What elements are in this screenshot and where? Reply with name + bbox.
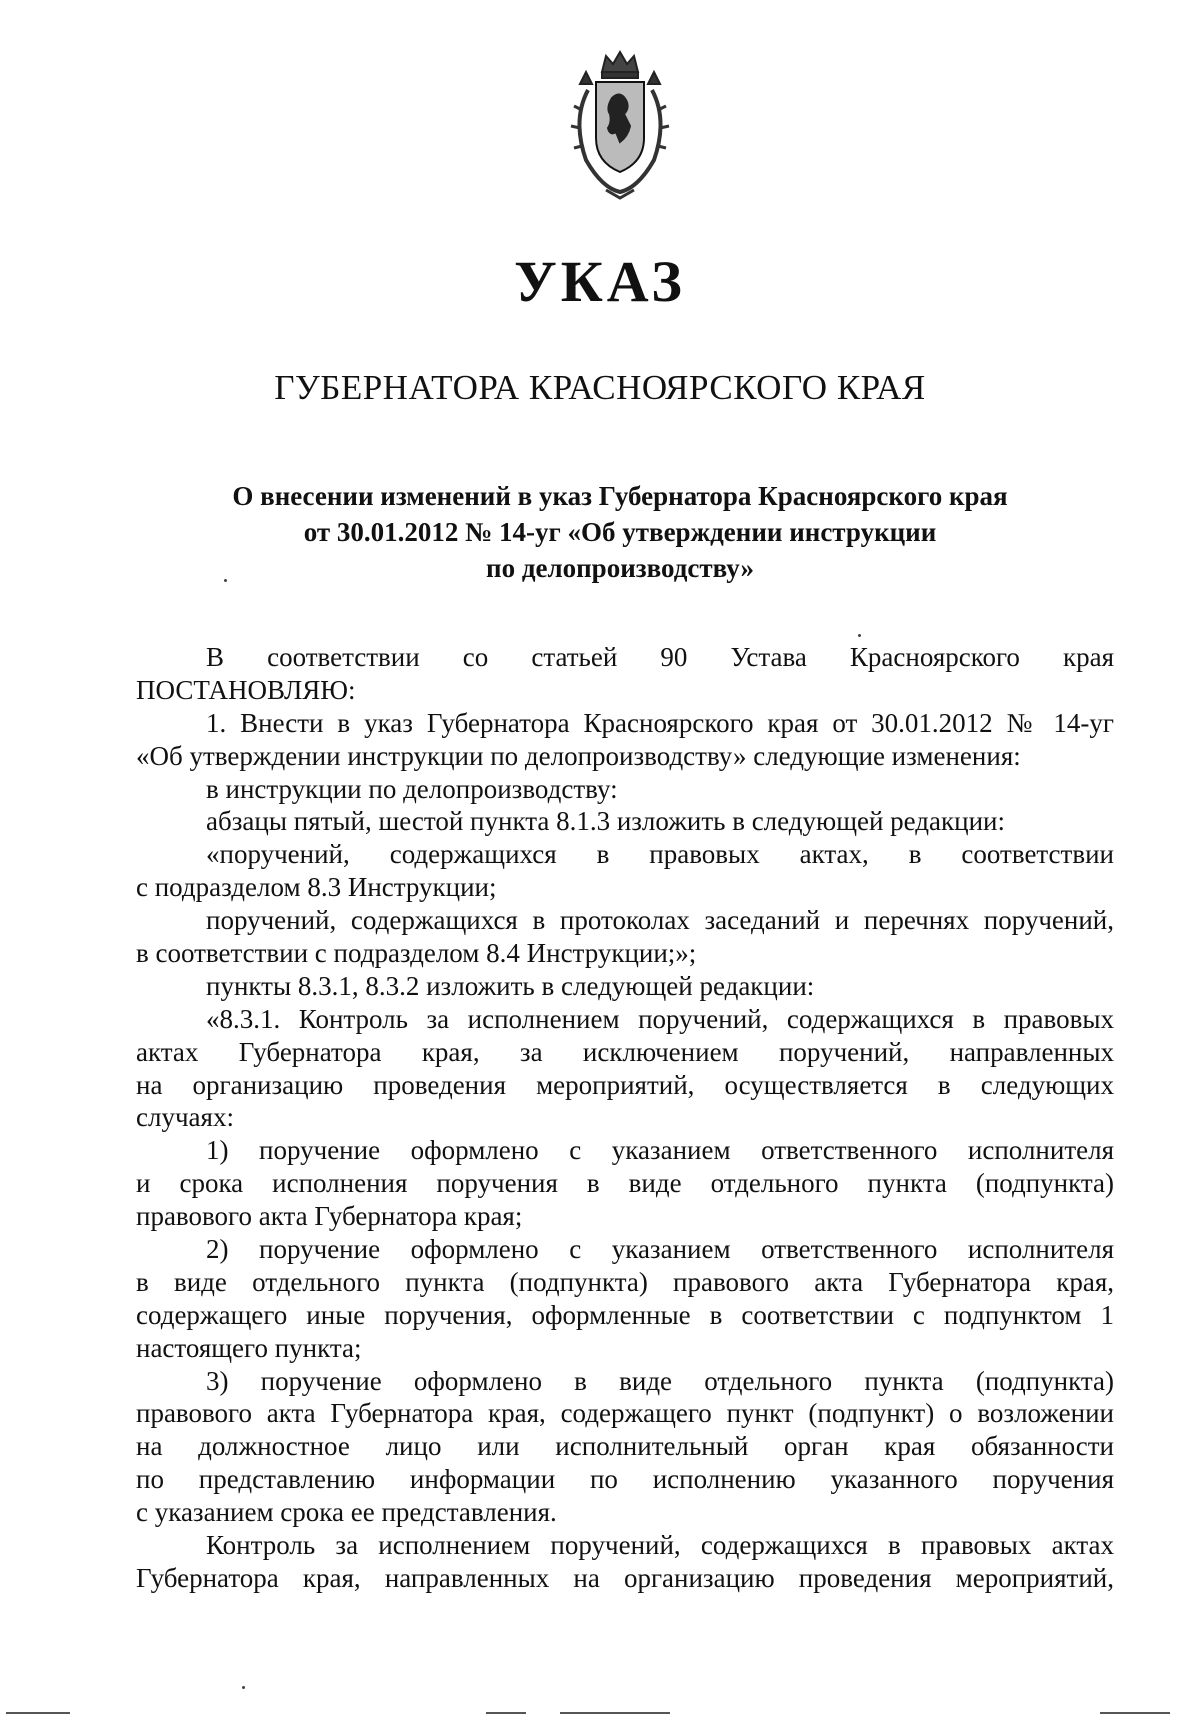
scan-speck xyxy=(242,1686,245,1689)
body-line: в инструкции по делопроизводству: xyxy=(206,773,618,804)
body-line: и срока исполнения поручения в виде отдельного пункта (подпункта) xyxy=(136,1168,1114,1199)
body-line: 3) поручение оформлено в виде отдельного пункта (подпункта) xyxy=(206,1365,1114,1396)
body-line: 1. Внести в указ Губернатора Красноярского края от 30.01.2012 № 14-уг xyxy=(206,707,1114,738)
body-line: 1) поручение оформлено с указанием ответственного исполнителя xyxy=(206,1135,1114,1166)
body-line: с подразделом 8.3 Инструкции; xyxy=(136,872,497,903)
body-line: в соответствии с подразделом 8.4 Инструкции;»; xyxy=(136,938,697,969)
body-line: случаях: xyxy=(136,1102,234,1133)
document-subtitle: ГУБЕРНАТОРА КРАСНОЯРСКОГО КРАЯ xyxy=(274,368,926,407)
body-line: на организацию проведения мероприятий, осуществляется в следующих xyxy=(136,1069,1114,1100)
body-line: пункты 8.3.1, 8.3.2 изложить в следующей редакции: xyxy=(206,970,815,1001)
body-line: содержащего иные поручения, оформленные в соответствии с подпунктом 1 xyxy=(136,1299,1114,1330)
body-line: «8.3.1. Контроль за исполнением поручений, содержащихся в правовых xyxy=(206,1003,1114,1034)
body-line: Губернатора края, направленных на организацию проведения мероприятий, xyxy=(136,1562,1114,1593)
scan-edge-mark xyxy=(6,1712,70,1714)
body-line: с указанием срока ее представления. xyxy=(136,1497,557,1528)
body-line: правового акта Губернатора края, содержащего пункт (подпункт) о возложении xyxy=(136,1398,1114,1429)
body-line: по представлению информации по исполнению указанного поручения xyxy=(136,1464,1114,1495)
body-line: поручений, содержащихся в протоколах заседаний и перечнях поручений, xyxy=(206,905,1114,936)
scan-edge-mark xyxy=(1100,1712,1170,1714)
scan-speck xyxy=(224,579,227,582)
body-line: «поручений, содержащихся в правовых актах, в соответствии xyxy=(206,839,1114,870)
document-title: УКАЗ xyxy=(514,249,686,314)
body-line: актах Губернатора края, за исключением поручений, направленных xyxy=(136,1036,1114,1067)
scan-edge-mark xyxy=(560,1712,670,1714)
body-line: ПОСТАНОВЛЯЮ: xyxy=(136,674,356,705)
body-line: в виде отдельного пункта (подпункта) правового акта Губернатора края, xyxy=(136,1266,1114,1297)
coat-of-arms-icon xyxy=(566,50,674,200)
body-line: на должностное лицо или исполнительный орган края обязанности xyxy=(136,1431,1114,1462)
body-line: 2) поручение оформлено с указанием ответственного исполнителя xyxy=(206,1234,1114,1265)
heading-line: от 30.01.2012 № 14-уг «Об утверждении инструкции xyxy=(303,517,937,547)
scan-edge-mark xyxy=(486,1712,526,1714)
body-line: абзацы пятый, шестой пункта 8.1.3 изложить в следующей редакции: xyxy=(206,806,1005,837)
body-line: правового акта Губернатора края; xyxy=(136,1201,523,1232)
document-body xyxy=(136,641,1114,1595)
body-line: «Об утверждении инструкции по делопроизводству» следующие изменения: xyxy=(136,740,1021,771)
heading-line: О внесении изменений в указ Губернатора Красноярского края xyxy=(232,481,1008,511)
heading-line: по делопроизводству» xyxy=(486,553,754,583)
body-line: Контроль за исполнением поручений, содержащихся в правовых актах xyxy=(206,1530,1114,1561)
body-line: В соответствии со статьей 90 Устава Красноярского края xyxy=(206,642,1114,672)
document-heading xyxy=(150,478,1090,586)
body-line: настоящего пункта; xyxy=(136,1332,362,1363)
scan-speck xyxy=(858,634,861,637)
